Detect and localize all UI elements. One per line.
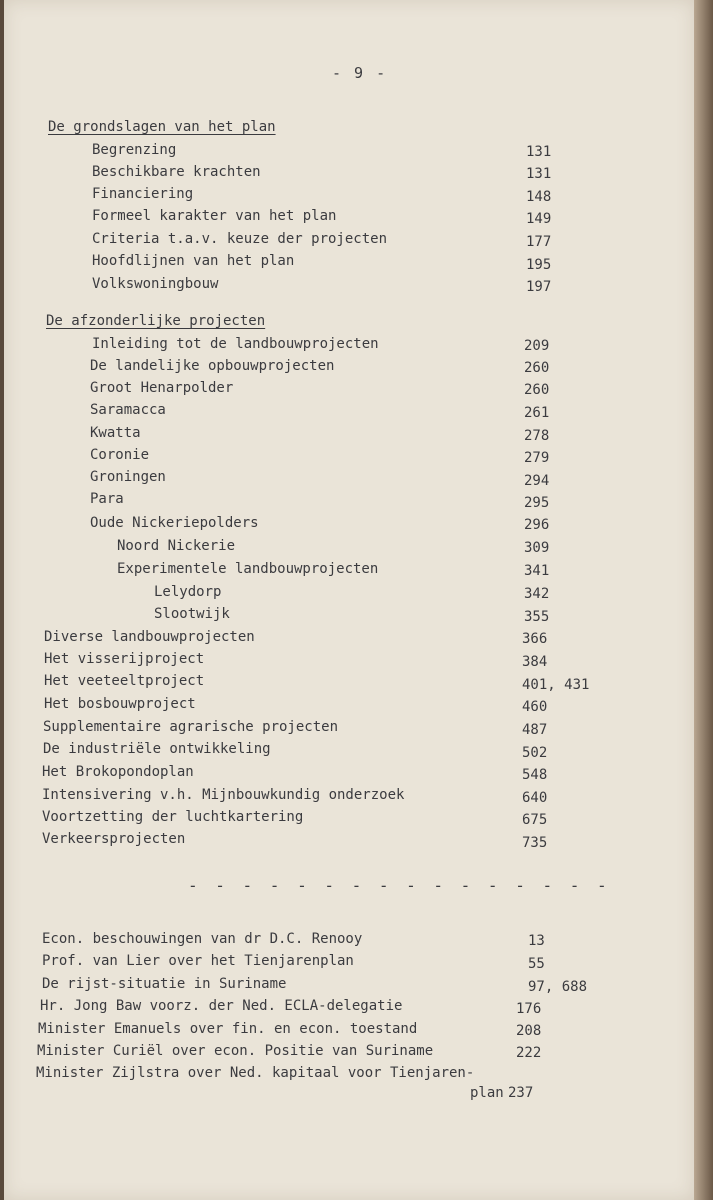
toc-entry-label: Experimentele landbouwprojecten [117,561,379,577]
toc-entry-label: Financiering [92,186,194,202]
toc-entry-page: 735 [522,835,548,851]
toc-entry-label: Criteria t.a.v. keuze der projecten [92,231,388,247]
toc-entry-label-continued: plan [470,1085,504,1101]
toc-entry-page: 401, 431 [522,677,590,693]
toc-entry-page: 197 [526,279,552,295]
toc-entry-label: Inleiding tot de landbouwprojecten [92,336,379,352]
toc-entry-page: 640 [522,790,548,806]
toc-entry-label: Saramacca [90,402,166,418]
toc-entry-page: 366 [522,631,548,647]
toc-entry-page: 208 [516,1023,542,1039]
dash-divider: - - - - - - - - - - - - - - - - [188,876,611,895]
toc-entry-page: 13 [528,933,545,949]
toc-entry-page: 97, 688 [528,979,588,995]
section-heading-projecten: De_afzonderlijke_projecten [46,313,266,329]
toc-entry-label: Minister Emanuels over fin. en econ. toestand [38,1021,418,1037]
toc-entry-page: 131 [526,144,552,160]
toc-entry-page: 341 [524,563,550,579]
toc-entry-page: 195 [526,257,552,273]
toc-entry-label: Voortzetting der luchtkartering [42,809,304,825]
toc-entry-label: Minister Zijlstra over Ned. kapitaal voor Tienjaren- [36,1065,475,1081]
toc-entry-label: Begrenzing [92,142,177,158]
toc-entry-page: 209 [524,338,550,354]
toc-entry-page: 342 [524,586,550,602]
toc-entry-label: Beschikbare krachten [92,164,261,180]
toc-entry-label: Slootwijk [154,606,230,622]
toc-entry-label: Formeel karakter van het plan [92,208,337,224]
toc-entry-label: Het Brokopondoplan [42,764,194,780]
toc-entry-label: Lelydorp [154,584,222,600]
toc-entry-label: De rijst-situatie in Suriname [42,976,287,992]
toc-entry-page: 260 [524,382,550,398]
toc-entry-label: Groot Henarpolder [90,380,234,396]
toc-entry-label: Intensivering v.h. Mijnbouwkundig onderzoek [42,787,405,803]
toc-entry-page: 295 [524,495,550,511]
toc-entry-label: Volkswoningbouw [92,276,219,292]
toc-entry-label: Noord Nickerie [117,538,236,554]
toc-entry-label: Minister Curiël over econ. Positie van Suriname [37,1043,434,1059]
toc-entry-label: Verkeersprojecten [42,831,186,847]
toc-entry-page: 237 [508,1085,534,1101]
toc-entry-page: 460 [522,699,548,715]
toc-entry-page: 384 [522,654,548,670]
toc-entry-label: Het bosbouwproject [44,696,196,712]
toc-entry-page: 131 [526,166,552,182]
toc-entry-label: Supplementaire agrarische projecten [43,719,339,735]
toc-entry-page: 309 [524,540,550,556]
toc-entry-page: 55 [528,956,545,972]
toc-entry-label: Coronie [90,447,150,463]
toc-entry-label: De landelijke opbouwprojecten [90,358,335,374]
toc-entry-label: Kwatta [90,425,141,441]
toc-entry-label: Para [90,491,124,507]
toc-entry-page: 675 [522,812,548,828]
toc-entry-page: 296 [524,517,550,533]
section-heading-grondslagen: De_grondslagen_van_het_plan [48,119,276,135]
toc-entry-page: 502 [522,745,548,761]
toc-entry-label: Diverse landbouwprojecten [44,629,255,645]
toc-entry-label: Prof. van Lier over het Tienjarenplan [42,953,354,969]
toc-entry-page: 222 [516,1045,542,1061]
toc-entry-page: 279 [524,450,550,466]
toc-entry-label: Groningen [90,469,166,485]
toc-entry-page: 260 [524,360,550,376]
toc-entry-page: 294 [524,473,550,489]
toc-entry-label: Het veeteeltproject [44,673,205,689]
toc-entry-page: 148 [526,189,552,205]
toc-entry-page: 261 [524,405,550,421]
toc-entry-label: Hoofdlijnen van het plan [92,253,295,269]
toc-entry-page: 176 [516,1001,542,1017]
toc-entry-page: 355 [524,609,550,625]
toc-entry-page: 548 [522,767,548,783]
toc-entry-label: Hr. Jong Baw voorz. der Ned. ECLA-delegatie [40,998,403,1014]
toc-entry-page: 278 [524,428,550,444]
toc-entry-page: 487 [522,722,548,738]
toc-entry-label: De industriële ontwikkeling [43,741,271,757]
toc-entry-page: 149 [526,211,552,227]
page-number: - 9 - [332,64,388,82]
toc-entry-label: Econ. beschouwingen van dr D.C. Renooy [42,931,363,947]
toc-entry-label: Oude Nickeriepolders [90,515,259,531]
toc-entry-label: Het visserijproject [44,651,205,667]
toc-entry-page: 177 [526,234,552,250]
